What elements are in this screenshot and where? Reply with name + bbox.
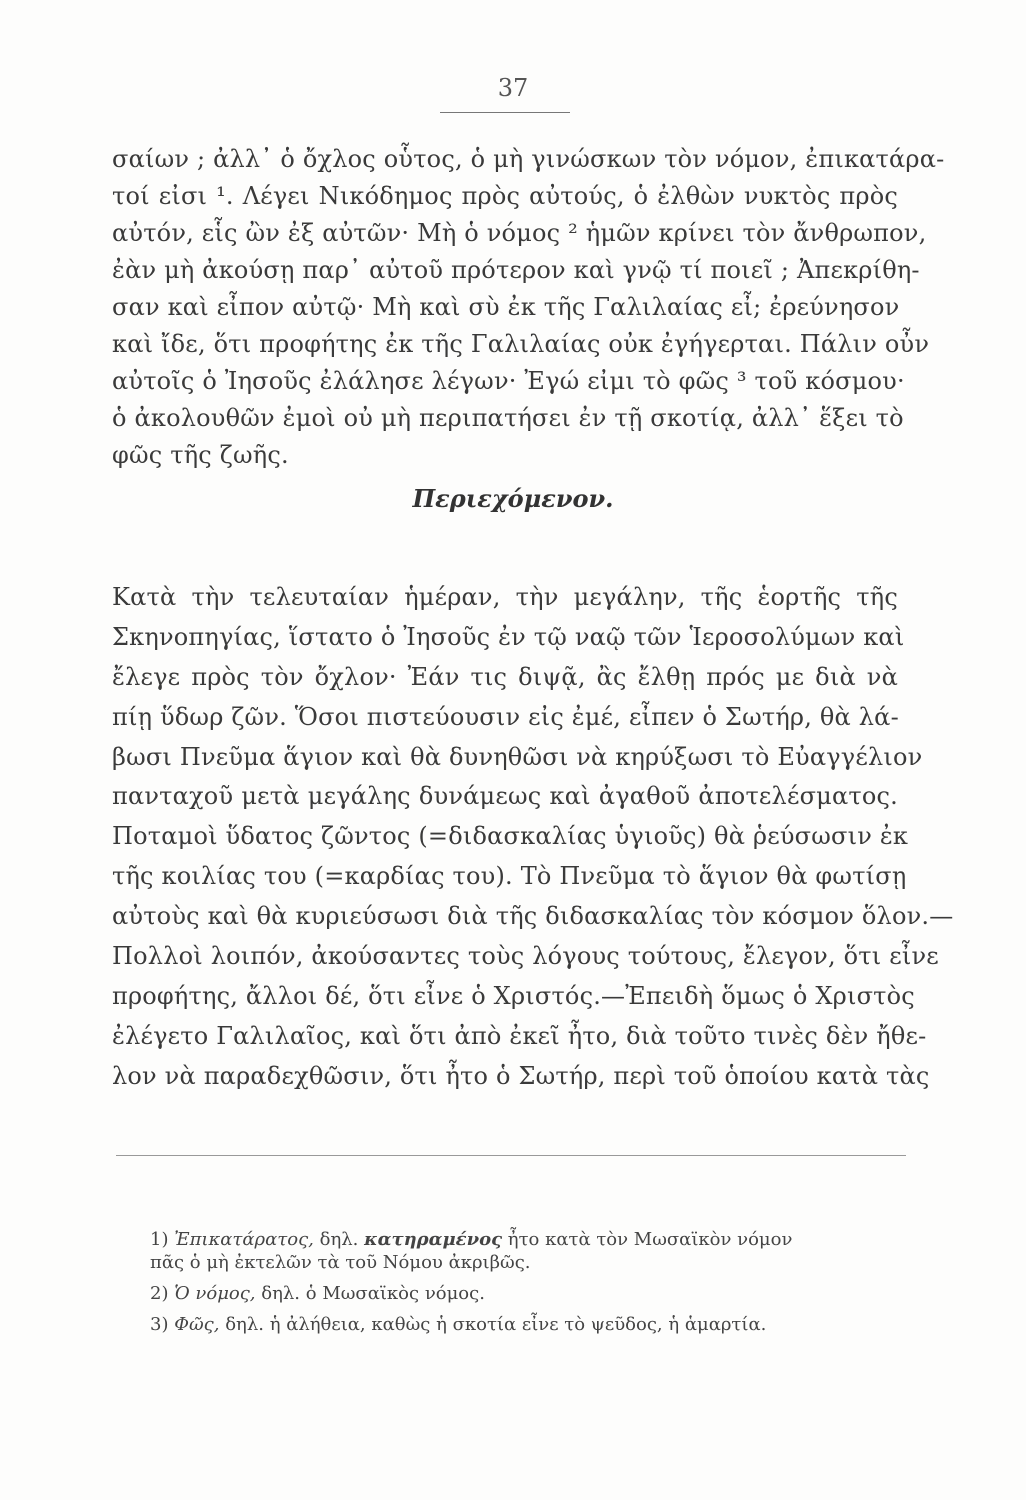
footnote-abbr: δηλ. — [225, 1314, 264, 1335]
text-line: τοί εἰσι ¹. Λέγει Νικόδημος πρὸς αὐτούς, ὁ ἐλθὼν νυκτὸς πρὸς — [112, 182, 898, 210]
text-line: ἔλεγε πρὸς τὸν ὄχλον· Ἐάν τις διψᾷ, ἂς ἔλθῃ πρός με διὰ νὰ — [112, 662, 898, 691]
text-line: Ποταμοὶ ὕδατος ζῶντος (=διδασκαλίας ὑγιοῦς) θὰ ῥεύσωσιν ἐκ — [112, 822, 909, 851]
footnote-text: ὁ Μωσαϊκὸς νόμος. — [305, 1283, 485, 1304]
text-line: σαίων ; ἀλλ᾽ ὁ ὄχλος οὗτος, ὁ μὴ γινώσκων τὸν νόμον, ἐπικατάρα- — [112, 145, 945, 173]
footnote-text: ἡ ἀλήθεια, καθὼς ἡ σκοτία εἶνε τὸ ψεῦδος, ἡ ἁμαρτία. — [269, 1314, 767, 1335]
footnote-abbr: δηλ. — [319, 1229, 359, 1250]
footnote-term: Ἐπικατάρατος, — [174, 1229, 314, 1250]
footnote-abbr: δηλ. — [261, 1283, 301, 1304]
text-line: ἐὰν μὴ ἀκούσῃ παρ᾽ αὐτοῦ πρότερον καὶ γνῷ τί ποιεῖ ; Ἀπεκρίθη- — [112, 256, 920, 284]
text-line: ὁ ἀκολουθῶν ἐμοὶ οὐ μὴ περιπατήσει ἐν τῇ σκοτίᾳ, ἀλλ᾽ ἕξει τὸ — [112, 404, 904, 432]
body-paragraph-main — [112, 580, 954, 1099]
footnote-1 — [150, 1228, 890, 1274]
text-line: βωσι Πνεῦμα ἅγιον καὶ θὰ δυνηθῶσι νὰ κηρύξωσι τὸ Εὐαγγέλιον — [112, 742, 923, 771]
footnote-separator — [116, 1155, 906, 1156]
footnote-term: Φῶς, — [174, 1314, 220, 1335]
text-line: καὶ ἴδε, ὅτι προφήτης ἐκ τῆς Γαλιλαίας οὐκ ἐγήγερται. Πάλιν οὖν — [112, 330, 930, 358]
text-line: πανταχοῦ μετὰ μεγάλης δυνάμεως καὶ ἀγαθοῦ ἀποτελέσματος. — [112, 782, 898, 811]
text-line: αὐτοῖς ὁ Ἰησοῦς ἐλάλησε λέγων· Ἐγώ εἰμι τὸ φῶς ³ τοῦ κόσμου· — [112, 367, 905, 395]
text-line: αὐτοὺς καὶ θὰ κυριεύσωσι διὰ τῆς διδασκαλίας τὸν κόσμον ὅλον.— — [112, 902, 954, 931]
page-number-rule — [440, 112, 570, 113]
body-paragraph-top — [112, 142, 945, 475]
text-line: σαν καὶ εἶπον αὐτῷ· Μὴ καὶ σὺ ἐκ τῆς Γαλιλαίας εἶ; ἐρεύνησον — [112, 293, 900, 321]
footnote-number: 1) — [150, 1229, 169, 1250]
footnote-text: ἦτο κατὰ τὸν Μωσαϊκὸν νόμον — [507, 1229, 793, 1250]
text-line: προφήτης, ἄλλοι δέ, ὅτι εἶνε ὁ Χριστός.—Ἐπειδὴ ὅμως ὁ Χριστὸς — [112, 981, 915, 1010]
footnote-3 — [150, 1313, 890, 1336]
footnote-number: 3) — [150, 1314, 169, 1335]
text-line: πίῃ ὕδωρ ζῶν. Ὅσοι πιστεύουσιν εἰς ἐμέ, εἶπεν ὁ Σωτήρ, θὰ λά- — [112, 702, 899, 731]
footnote-gloss: κατηραμένος — [364, 1229, 503, 1250]
footnote-number: 2) — [150, 1283, 169, 1304]
footnote-2 — [150, 1282, 890, 1305]
text-line: τῆς κοιλίας του (=καρδίας του). Τὸ Πνεῦμα τὸ ἅγιον θὰ φωτίσῃ — [112, 862, 907, 891]
footnote-continuation: πᾶς ὁ μὴ ἐκτελῶν τὰ τοῦ Νόμου ἀκριβῶς. — [150, 1252, 531, 1273]
text-line: αὐτόν, εἷς ὢν ἐξ αὐτῶν· Μὴ ὁ νόμος ² ἡμῶν κρίνει τὸν ἄνθρωπον, — [112, 219, 927, 247]
text-line: ἐλέγετο Γαλιλαῖος, καὶ ὅτι ἀπὸ ἐκεῖ ἦτο, διὰ τοῦτο τινὲς δὲν ἤθε- — [112, 1021, 927, 1050]
footnotes — [150, 1228, 890, 1344]
text-line: Σκηνοπηγίας, ἵστατο ὁ Ἰησοῦς ἐν τῷ ναῷ τῶν Ἱεροσολύμων καὶ — [112, 622, 905, 651]
page-number: 37 — [497, 74, 529, 102]
text-line: Κατὰ τὴν τελευταίαν ἡμέραν, τὴν μεγάλην, τῆς ἑορτῆς τῆς — [112, 583, 898, 611]
footnote-term: Ὁ νόμος, — [174, 1283, 256, 1304]
text-line: φῶς τῆς ζωῆς. — [112, 441, 289, 469]
text-line: Πολλοὶ λοιπόν, ἀκούσαντες τοὺς λόγους τούτους, ἔλεγον, ὅτι εἶνε — [112, 942, 939, 971]
text-line: λον νὰ παραδεχθῶσιν, ὅτι ἦτο ὁ Σωτήρ, περὶ τοῦ ὁποίου κατὰ τὰς — [112, 1061, 930, 1090]
section-heading: Περιεχόμενον. — [412, 484, 614, 513]
